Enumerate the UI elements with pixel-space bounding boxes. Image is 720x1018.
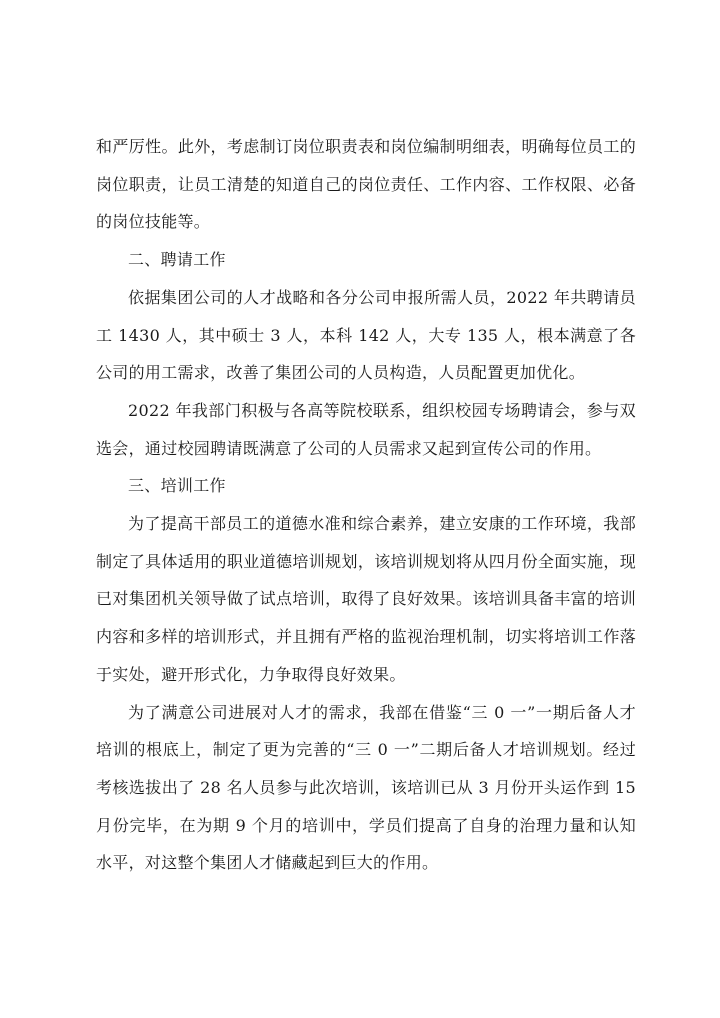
paragraph-responsibilities: 和严厉性。此外，考虑制订岗位职责表和岗位编制明细表，明确每位员工的岗位职责，让员工清楚的知道自己的岗位责任、工作内容、工作权限、必备的岗位技能等。 [96, 137, 636, 232]
document-body [96, 128, 636, 882]
paragraph-campus-recruitment: 2022 年我部门积极与各高等院校联系，组织校园专场聘请会，参与双选会，通过校园聘请既满意了公司的人员需求又起到宣传公司的作用。 [96, 400, 636, 458]
paragraph-recruitment-stats: 依据集团公司的人才战略和各分公司申报所需人员，2022 年共聘请员工 1430 人，其中硕士 3 人，本科 142 人，大专 135 人，根本满意了各公司的用工需求，改善了集团公司的人员构造，人员配置更加优化。 [96, 287, 636, 383]
paragraph-ethics-training: 为了提高干部员工的道德水准和综合素养，建立安康的工作环境，我部制定了具体适用的职业道德培训规划，该培训规划将从四月份全面实施，现已对集团机关领导做了试点培训，取得了良好效果。该培训具备丰富的培训内容和多样的培训形式，并且拥有严格的监视治理机制，切实将培训工作落于实处，避开形式化，力争取得良好效果。 [96, 514, 636, 684]
section-heading-recruitment: 二、聘请工作 [128, 250, 226, 270]
section-heading-training: 三、培训工作 [128, 476, 226, 496]
paragraph-reserve-talent-training: 为了满意公司进展对人才的需求，我部在借鉴“三 0 一”一期后备人才培训的根底上，制定了更为完善的“三 0 一”二期后备人才培训规划。经过考核选拔出了 28 名人员参与此次培训，该培训已从 3 月份开头运作到 15 月份完毕，在为期 9 个月的培训中，学员们提高了自身的治理力量和认知水平，对这整个集团人才储藏起到巨大的作用。 [96, 702, 636, 873]
